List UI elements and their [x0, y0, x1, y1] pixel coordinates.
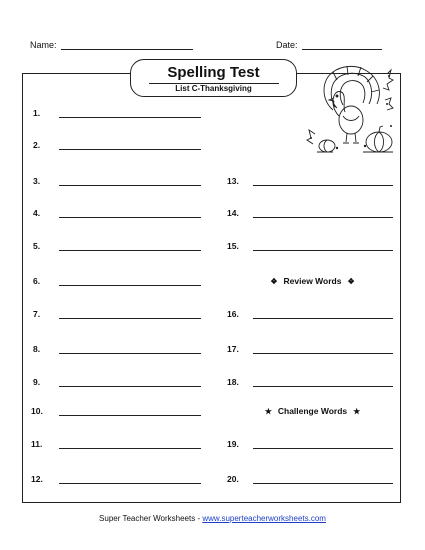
answer-blank[interactable]: [59, 415, 201, 416]
page-title: Spelling Test: [167, 64, 260, 81]
date-field: [276, 40, 382, 50]
item-number: 7.: [33, 309, 41, 319]
answer-blank[interactable]: [253, 185, 393, 186]
item-number: 5.: [33, 241, 41, 251]
challenge-words-label: Challenge Words: [277, 406, 348, 416]
answer-blank[interactable]: [59, 117, 201, 118]
item-number: 14.: [227, 208, 239, 218]
review-words-heading: [255, 276, 370, 286]
name-field: [30, 40, 193, 50]
name-blank[interactable]: [61, 40, 193, 50]
item-number: 20.: [227, 474, 239, 484]
name-label: Name:: [30, 40, 57, 50]
item-number: 8.: [33, 344, 41, 354]
answer-blank[interactable]: [59, 386, 201, 387]
item-number: 17.: [227, 344, 239, 354]
star-icon: ★: [264, 407, 272, 416]
diamond-icon: ❖: [347, 277, 355, 286]
item-number: 4.: [33, 208, 41, 218]
answer-blank[interactable]: [253, 217, 393, 218]
answer-blank[interactable]: [59, 318, 201, 319]
answer-blank[interactable]: [59, 448, 201, 449]
item-number: 16.: [227, 309, 239, 319]
answer-blank[interactable]: [59, 285, 201, 286]
date-blank[interactable]: [302, 40, 382, 50]
answer-blank[interactable]: [253, 318, 393, 319]
title-box: [130, 59, 297, 97]
answer-blank[interactable]: [253, 483, 393, 484]
item-number: 13.: [227, 176, 239, 186]
answer-blank[interactable]: [253, 448, 393, 449]
item-number: 11.: [31, 439, 43, 449]
answer-blank[interactable]: [59, 483, 201, 484]
item-number: 12.: [31, 474, 43, 484]
answer-blank[interactable]: [59, 353, 201, 354]
answer-blank[interactable]: [59, 217, 201, 218]
item-number: 15.: [227, 241, 239, 251]
answer-blank[interactable]: [253, 250, 393, 251]
challenge-words-heading: [255, 406, 370, 416]
review-words-label: Review Words: [283, 276, 342, 286]
turkey-with-pumpkins-icon: [303, 60, 395, 156]
item-number: 19.: [227, 439, 239, 449]
answer-blank[interactable]: [253, 353, 393, 354]
answer-blank[interactable]: [59, 250, 201, 251]
item-number: 2.: [33, 140, 41, 150]
item-number: 3.: [33, 176, 41, 186]
footer-link[interactable]: www.superteacherworksheets.com: [202, 514, 326, 523]
item-number: 1.: [33, 108, 41, 118]
date-label: Date:: [276, 40, 298, 50]
answer-blank[interactable]: [59, 185, 201, 186]
page-footer: [0, 514, 425, 523]
answer-blank[interactable]: [253, 386, 393, 387]
item-number: 6.: [33, 276, 41, 286]
answer-blank[interactable]: [59, 149, 201, 150]
footer-text: Super Teacher Worksheets -: [99, 514, 203, 523]
item-number: 9.: [33, 377, 41, 387]
item-number: 10.: [31, 406, 43, 416]
star-icon: ★: [353, 407, 361, 416]
page-subtitle: List C-Thanksgiving: [175, 84, 252, 93]
item-number: 18.: [227, 377, 239, 387]
diamond-icon: ❖: [270, 277, 278, 286]
